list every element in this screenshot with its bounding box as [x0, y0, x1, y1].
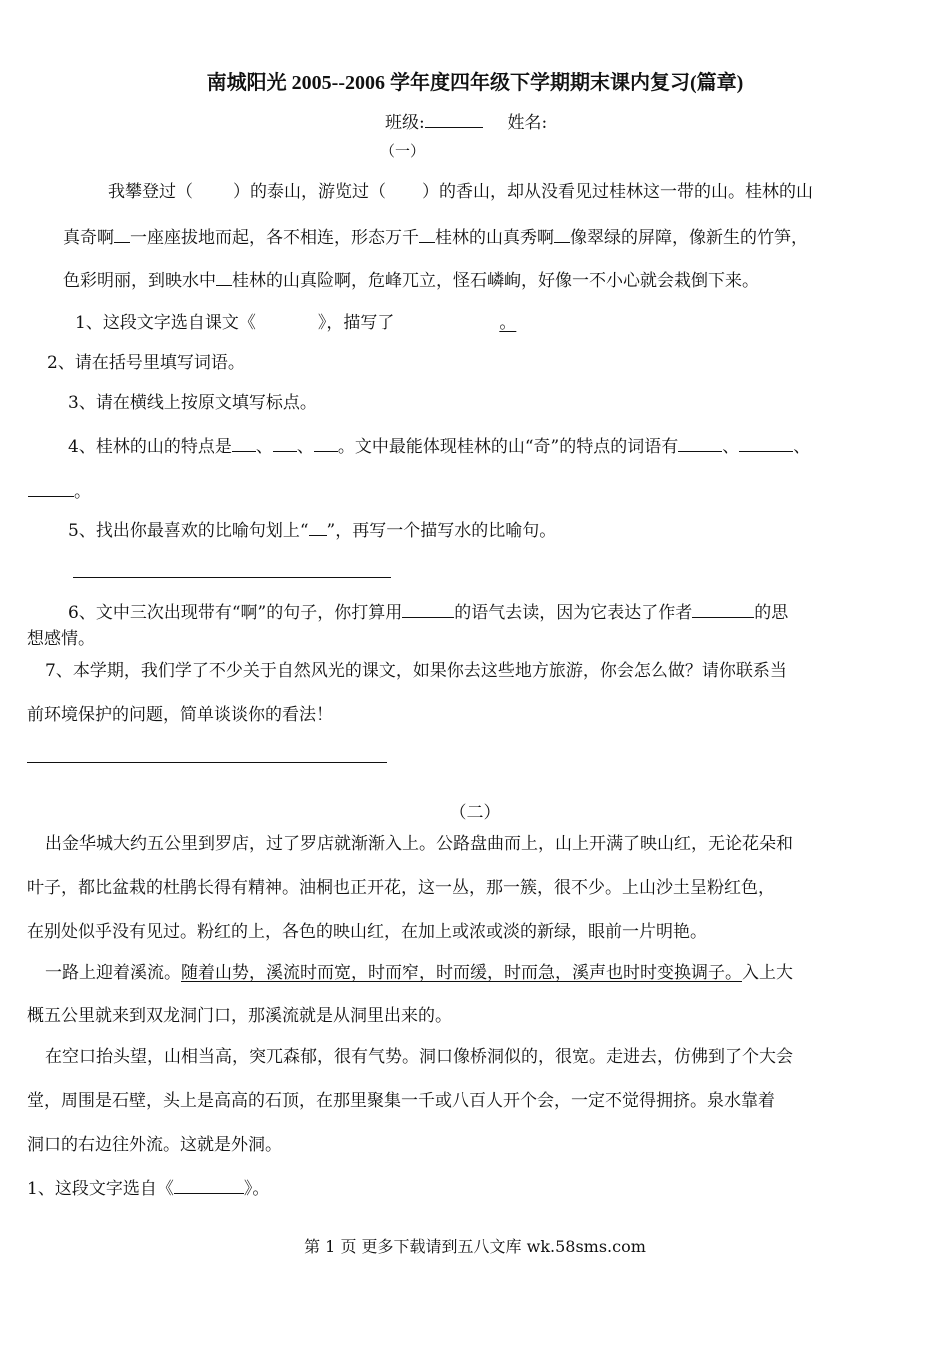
tone-blank[interactable] [402, 599, 454, 618]
passage-two-line-2: 叶子，都比盆栽的杜鹃长得有精神。油桐也正开花，这一丛，那一簇，很不少。上山沙土呈粉红色， [27, 878, 775, 898]
passage-one-line-3: 色彩明丽，到映水中 桂林的山真险啊，危峰兀立，怪石嶙峋，好像一不小心就会栽倒下来。 [63, 267, 759, 293]
passage-two-line-4: 一路上迎着溪流。随着山势，溪流时而宽，时而窄，时而缓，时而急，溪声也时时变换调子。入上大 [45, 963, 793, 983]
question-1-4: 4、桂林的山的特点是 、 、 。文中最能体现桂林的山“奇”的特点的词语有 、 、 [68, 433, 810, 459]
underlined-sentence: 随着山势，溪流时而宽，时而窄，时而缓，时而急，溪声也时时变换调子。 [181, 963, 742, 983]
question-1-4-cont: 。 [28, 478, 91, 504]
question-1-3: 3、请在横线上按原文填写标点。 [68, 393, 317, 413]
page-title: 南城阳光 2005--2006 学年度四年级下学期期末课内复习(篇章) [206, 72, 744, 94]
punct-blank-4[interactable] [216, 267, 232, 286]
feature-blank-1[interactable] [232, 433, 256, 452]
question-1-7: 7、本学期，我们学了不少关于自然风光的课文，如果你去这些地方旅游，你会怎么做？请你联系当 [45, 661, 787, 681]
feature-blank-3[interactable] [314, 433, 338, 452]
punct-blank-3[interactable] [554, 224, 570, 243]
answer-blank-q1[interactable]: 。 [499, 313, 517, 333]
question-1-2: 2、请在括号里填写词语。 [47, 353, 245, 373]
passage-two-line-5: 概五公里就来到双龙洞门口，那溪流就是从洞里出来的。 [27, 1006, 452, 1026]
section-one-heading: （一） [380, 142, 426, 160]
word-blank-3[interactable] [28, 478, 74, 497]
title-blank[interactable] [174, 1175, 244, 1194]
passage-one-line-2: 真奇啊 一座座拔地而起，各不相连，形态万千 桂林的山真秀啊 像翠绿的屏障，像新生的竹笋， [63, 224, 808, 250]
word-blank-2[interactable] [739, 433, 793, 452]
passage-two-line-1: 出金华城大约五公里到罗店，过了罗店就渐渐入上。公路盘曲而上，山上开满了映山红，无论花朵和 [45, 834, 793, 854]
punct-blank-2[interactable] [419, 224, 435, 243]
feature-blank-2[interactable] [273, 433, 297, 452]
underline-mark [309, 517, 327, 536]
punct-blank-1[interactable] [114, 224, 130, 243]
passage-two-line-6: 在空口抬头望，山相当高，突兀森郁，很有气势。洞口像桥洞似的，很宽。走进去，仿佛到了个大会 [45, 1047, 793, 1067]
class-label: 班级: [385, 113, 425, 133]
question-1-6: 6、文中三次出现带有“啊”的句子，你打算用 的语气去读，因为它表达了作者 的思 [68, 599, 788, 625]
page-footer: 第 1 页 更多下载请到五八文库 wk.58sms.com [304, 1237, 646, 1256]
passage-two-line-3: 在别处似乎没有见过。粉红的上，各色的映山红，在加上或浓或淡的新绿，眼前一片明艳。 [27, 922, 707, 942]
passage-two-line-7: 堂，周围是石壁，头上是高高的石顶，在那里聚集一千或八百人开个会，一定不觉得拥挤。泉水靠着 [27, 1091, 775, 1111]
question-2-1: 1、这段文字选自《 》。 [27, 1175, 269, 1201]
question-1-6-cont: 想感情。 [27, 629, 95, 649]
question-1-5: 5、找出你最喜欢的比喻句划上“ ”，再写一个描写水的比喻句。 [68, 517, 556, 543]
question-1-1: 1、这段文字选自课文《 》，描写了 。 [75, 313, 517, 333]
feeling-blank[interactable] [692, 599, 754, 618]
word-blank-1[interactable] [678, 433, 722, 452]
answer-line-q7[interactable] [27, 762, 387, 763]
name-label: 姓名: [507, 113, 548, 133]
header-fields [385, 109, 547, 135]
class-blank[interactable] [425, 109, 483, 128]
passage-two-line-8: 洞口的右边往外流。这就是外洞。 [27, 1135, 282, 1155]
answer-line-q5[interactable] [73, 577, 391, 578]
question-1-7-cont: 前环境保护的问题，简单谈谈你的看法！ [27, 705, 333, 725]
passage-one-line-1: 我攀登过（ ）的泰山，游览过（ ）的香山，却从没看见过桂林这一带的山。桂林的山 [108, 182, 813, 202]
section-two-heading: （二） [449, 803, 501, 823]
